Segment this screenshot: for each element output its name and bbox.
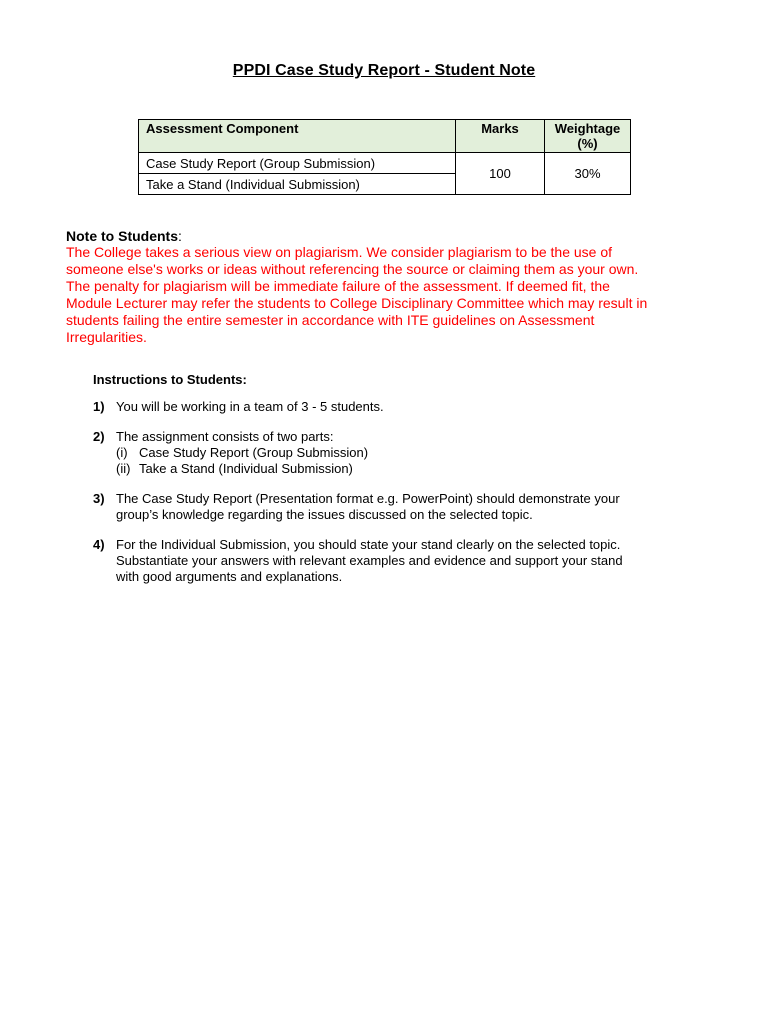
header-marks: Marks (456, 120, 545, 153)
instruction-number: 4) (93, 537, 105, 552)
header-weightage-line2: (%) (577, 136, 598, 151)
sub-item-text: Take a Stand (Individual Submission) (139, 461, 353, 476)
assessment-table (138, 119, 631, 195)
sub-item (116, 445, 686, 461)
document-title: PPDI Case Study Report - Student Note (232, 62, 536, 79)
instruction-number: 3) (93, 491, 105, 506)
note-line: The College takes a serious view on plagiarism. We consider plagiarism to be the use of (66, 244, 613, 260)
instruction-text (116, 399, 686, 415)
marks-cell: 100 (456, 153, 545, 195)
instruction-number: 2) (93, 429, 105, 444)
instruction-text (116, 491, 686, 523)
sub-item-text: Case Study Report (Group Submission) (139, 445, 369, 460)
note-heading (66, 228, 182, 244)
instruction-line: with good arguments and explanations. (116, 569, 343, 584)
instruction-line: You will be working in a team of 3 - 5 students. (116, 399, 384, 414)
instruction-text (116, 537, 686, 585)
note-heading-colon: : (178, 228, 182, 244)
note-line: Module Lecturer may refer the students to College Disciplinary Committee which may result in (66, 295, 648, 311)
instruction-line: group’s knowledge regarding the issues discussed on the selected topic. (116, 507, 533, 522)
instruction-number: 1) (93, 399, 105, 414)
instruction-line: For the Individual Submission, you should state your stand clearly on the selected topic. (116, 537, 621, 552)
component-cell: Take a Stand (Individual Submission) (139, 174, 456, 195)
header-weightage (545, 120, 631, 153)
instructions-heading: Instructions to Students: (93, 372, 247, 387)
header-weightage-line1: Weightage (554, 121, 621, 136)
note-line: someone else's works or ideas without referencing the source or claiming them as your own. (66, 261, 639, 277)
weightage-cell: 30% (545, 153, 631, 195)
instruction-text (116, 429, 686, 477)
note-line: students failing the entire semester in accordance with ITE guidelines on Assessment (66, 312, 595, 328)
note-line: Irregularities. (66, 329, 147, 345)
instruction-line: The Case Study Report (Presentation format e.g. PowerPoint) should demonstrate your (116, 491, 620, 506)
header-assessment-component: Assessment Component (139, 120, 456, 153)
note-line: The penalty for plagiarism will be immediate failure of the assessment. If deemed fit, the (66, 278, 610, 294)
sub-item-numeral: (ii) (116, 461, 131, 476)
component-cell: Case Study Report (Group Submission) (139, 153, 456, 174)
table-header-row (139, 120, 631, 153)
plagiarism-note (66, 244, 716, 346)
sub-item-numeral: (i) (116, 445, 128, 460)
note-heading-label: Note to Students (66, 228, 178, 244)
instruction-line: Substantiate your answers with relevant examples and evidence and support your stand (116, 553, 623, 568)
instruction-line: The assignment consists of two parts: (116, 429, 334, 444)
sub-item (116, 461, 686, 477)
table-row (139, 153, 631, 174)
